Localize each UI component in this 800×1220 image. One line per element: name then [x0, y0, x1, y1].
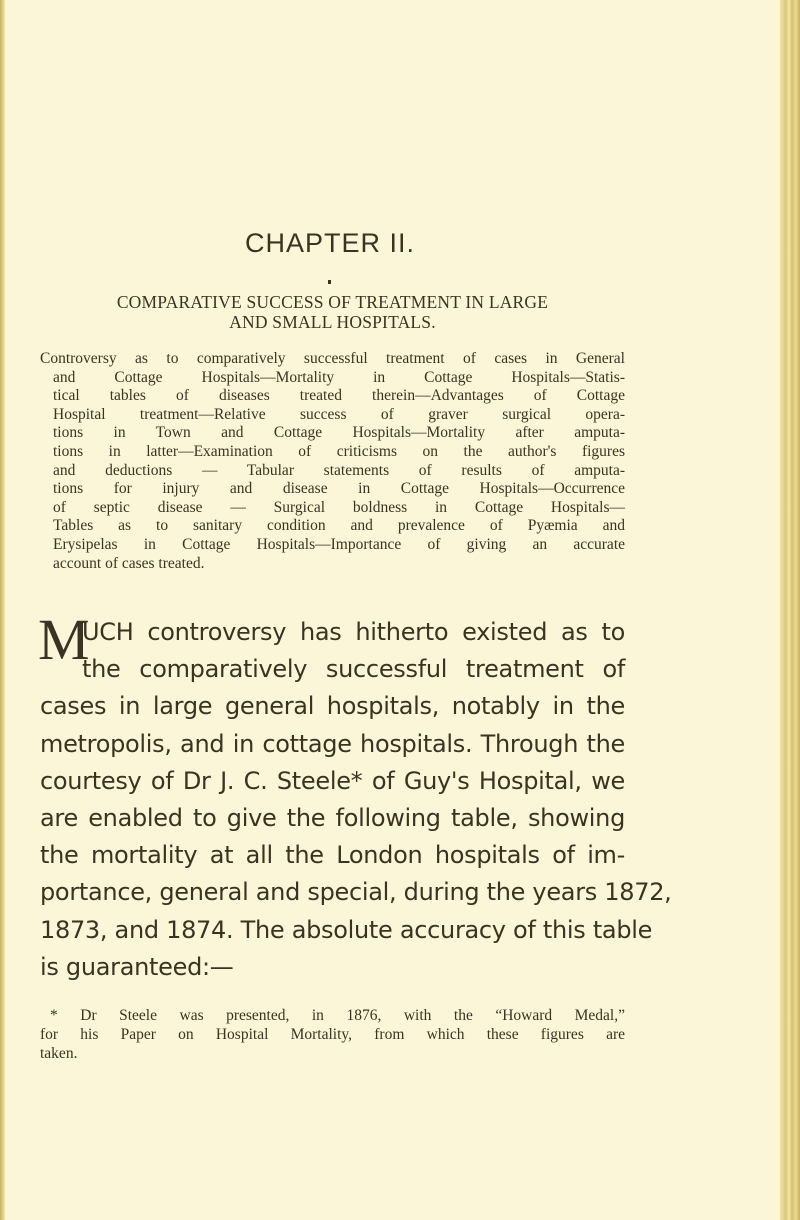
- footnote-line: * Dr Steele was presented, in 1876, with the “Howard Medal,”: [50, 1007, 625, 1024]
- body-paragraph: [40, 614, 672, 986]
- footnote-line: for his Paper on Hospital Mortality, from which these figures are: [40, 1026, 625, 1043]
- footnote-line: taken.: [40, 1045, 78, 1062]
- body-line: is guaranteed:—: [40, 952, 234, 981]
- body-line: the mortality at all the London hospitals of im-: [40, 841, 625, 870]
- page-edges: [780, 0, 800, 1220]
- ornament-dot: [328, 280, 331, 284]
- synopsis-line: Erysipelas in Cottage Hospitals—Importance of giving an accurate: [53, 535, 625, 553]
- page-binding-edge: [0, 0, 5, 1220]
- body-line: the comparatively successful treatment of: [82, 655, 625, 684]
- synopsis-line: tical tables of diseases treated therein—Advantages of Cottage: [53, 387, 625, 405]
- drop-cap: M: [38, 607, 90, 672]
- synopsis-line: tions in latter—Examination of criticisms on the author's figures: [53, 442, 625, 460]
- chapter-subtitle: [40, 292, 625, 332]
- synopsis-line: account of cases treated.: [53, 554, 205, 572]
- synopsis-line: tions for injury and disease in Cottage Hospitals—Occurrence: [53, 480, 625, 498]
- synopsis-line: and Cottage Hospitals—Mortality in Cottage Hospitals—Statis-: [53, 368, 625, 386]
- synopsis-line: of septic disease — Surgical boldness in Cottage Hospitals—: [53, 498, 625, 516]
- body-line: UCH controversy has hitherto existed as to: [82, 618, 625, 646]
- body-line: cases in large general hospitals, notably in the: [40, 692, 625, 721]
- synopsis-line: Hospital treatment—Relative success of graver surgical opera-: [53, 405, 625, 423]
- body-line: are enabled to give the following table, showing: [40, 804, 625, 833]
- synopsis-line: and deductions — Tabular statements of results of amputa-: [53, 461, 625, 479]
- body-line: 1873, and 1874. The absolute accuracy of this table: [40, 915, 653, 944]
- body-line: portance, general and special, during the years 1872,: [40, 878, 672, 907]
- body-line: metropolis, and in cottage hospitals. Through the: [40, 729, 625, 758]
- subtitle-line: AND SMALL HOSPITALS.: [229, 312, 436, 332]
- body-line: courtesy of Dr J. C. Steele* of Guy's Hospital, we: [40, 766, 625, 795]
- synopsis-line: Controversy as to comparatively successful treatment of cases in General: [40, 350, 625, 367]
- synopsis-line: tions in Town and Cottage Hospitals—Mortality after amputa-: [53, 424, 625, 442]
- chapter-heading: CHAPTER II.: [244, 228, 416, 258]
- synopsis-line: Tables as to sanitary condition and prevalence of Pyæmia and: [53, 517, 625, 535]
- footnote: [40, 1006, 625, 1063]
- chapter-synopsis: [40, 350, 625, 573]
- subtitle-line: COMPARATIVE SUCCESS OF TREATMENT IN LARGE: [116, 292, 549, 312]
